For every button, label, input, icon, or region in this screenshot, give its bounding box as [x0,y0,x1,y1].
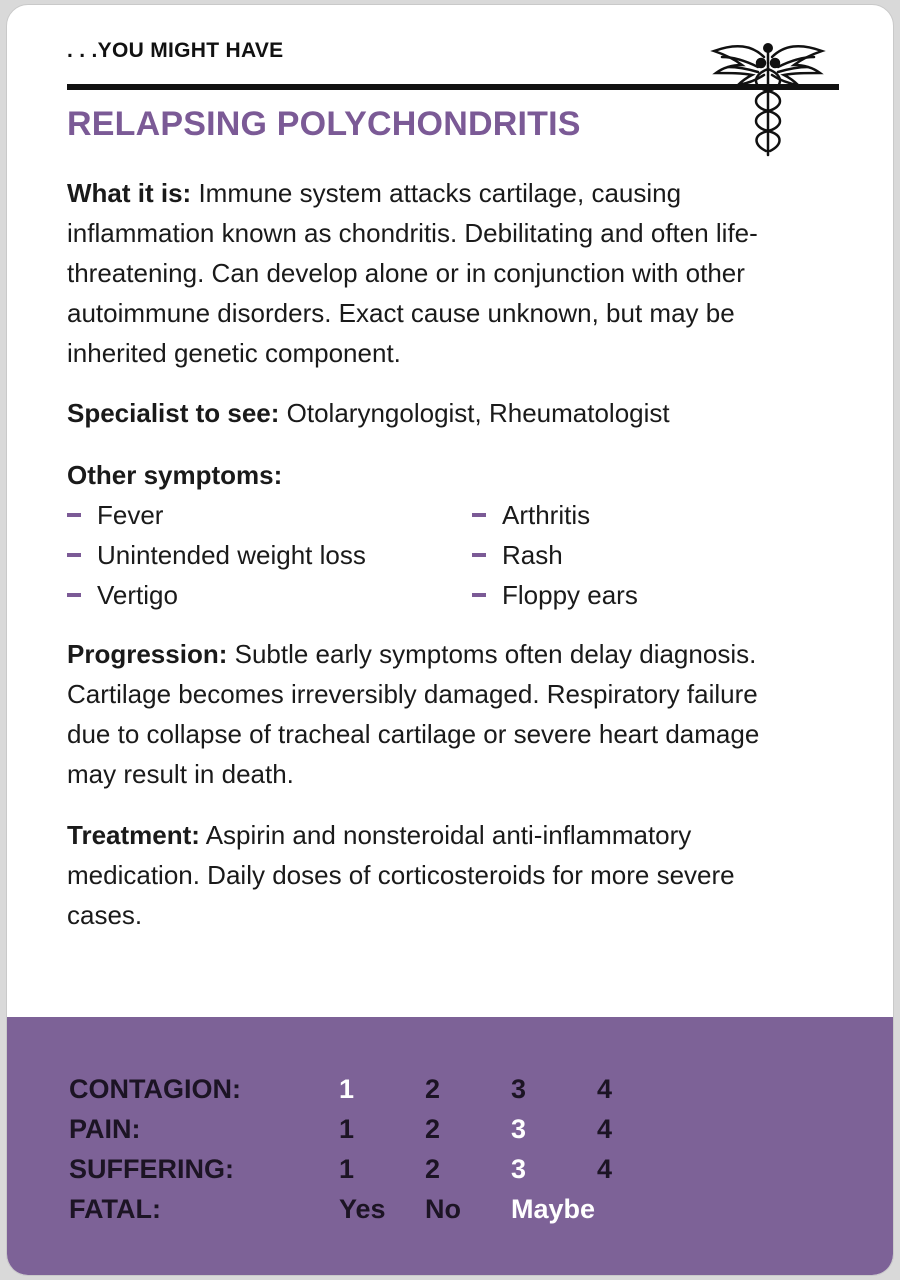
rating-option: 1 [339,1113,355,1144]
rating-option: Maybe [511,1193,596,1224]
rating-option: 1 [339,1153,355,1184]
dash-bullet [67,553,81,557]
symptom-text: Rash [502,540,563,570]
rating-option: No [425,1193,461,1224]
what-it-is-text: Immune system attacks cartilage, causing inflammation known as chondritis. Debilitating and often life-threatening. Can develop alone or in conjunction with other autoimmune disorders. Exact cause unknown, but may be inherited genetic component. [67,178,758,368]
disease-title: RELAPSING POLYCHONDRITIS [67,105,581,143]
symptom-text: Fever [97,500,164,530]
progression-text: Subtle early symptoms often delay diagnosis. Cartilage becomes irreversibly damaged. Respiratory failure due to collapse of tracheal cartilage or severe heart damage may result in death. [67,639,760,789]
rating-option: 4 [597,1113,613,1144]
rating-row-suffering [69,1149,683,1189]
list-item [67,575,366,615]
progression-label: Progression: [67,639,228,669]
specialist-label: Specialist to see: [67,398,280,428]
rating-label: SUFFERING: [69,1153,234,1184]
rating-row-pain [69,1109,683,1149]
treatment-paragraph [67,815,767,935]
list-item [472,575,638,615]
list-item [472,495,638,535]
rating-row-contagion [69,1069,683,1109]
list-item [472,535,638,575]
what-it-is-label: What it is: [67,178,192,208]
rating-label: PAIN: [69,1113,141,1144]
rating-label: CONTAGION: [69,1073,241,1104]
symptom-list-right [472,495,638,615]
progression-paragraph [67,634,807,794]
rating-panel [7,1017,893,1275]
symptom-text: Vertigo [97,580,178,610]
treatment-label: Treatment: [67,820,200,850]
rating-table [69,1069,683,1229]
rating-label: FATAL: [69,1193,161,1224]
rating-option: 3 [511,1153,527,1184]
rating-option: 4 [597,1073,613,1104]
disease-card [6,4,894,1276]
treatment-text: Aspirin and nonsteroidal anti-inflammatory medication. Daily doses of corticosteroids for more severe cases. [67,820,735,930]
rating-option: 1 [339,1073,355,1104]
list-item [67,495,366,535]
rating-option: 2 [425,1113,441,1144]
rating-option: Yes [339,1193,386,1224]
symptom-text: Arthritis [502,500,591,530]
caduceus-icon [707,35,829,159]
dash-bullet [472,513,486,517]
list-item [67,535,366,575]
symptom-text: Floppy ears [502,580,638,610]
rating-option: 2 [425,1073,441,1104]
dash-bullet [67,513,81,517]
rating-option: 3 [511,1073,527,1104]
rating-row-fatal [69,1189,683,1229]
specialist-text: Otolaryngologist, Rheumatologist [279,398,670,428]
what-it-is-paragraph [67,173,807,373]
dash-bullet [472,553,486,557]
rating-option: 3 [511,1113,527,1144]
symptom-list-left [67,495,366,615]
specialist-paragraph [67,393,807,433]
rating-option: 4 [597,1153,613,1184]
other-symptoms-heading: Other symptoms: [67,460,283,490]
rating-option: 2 [425,1153,441,1184]
symptom-text: Unintended weight loss [97,540,366,570]
kicker-text: . . .YOU MIGHT HAVE [67,39,284,62]
dash-bullet [472,593,486,597]
dash-bullet [67,593,81,597]
